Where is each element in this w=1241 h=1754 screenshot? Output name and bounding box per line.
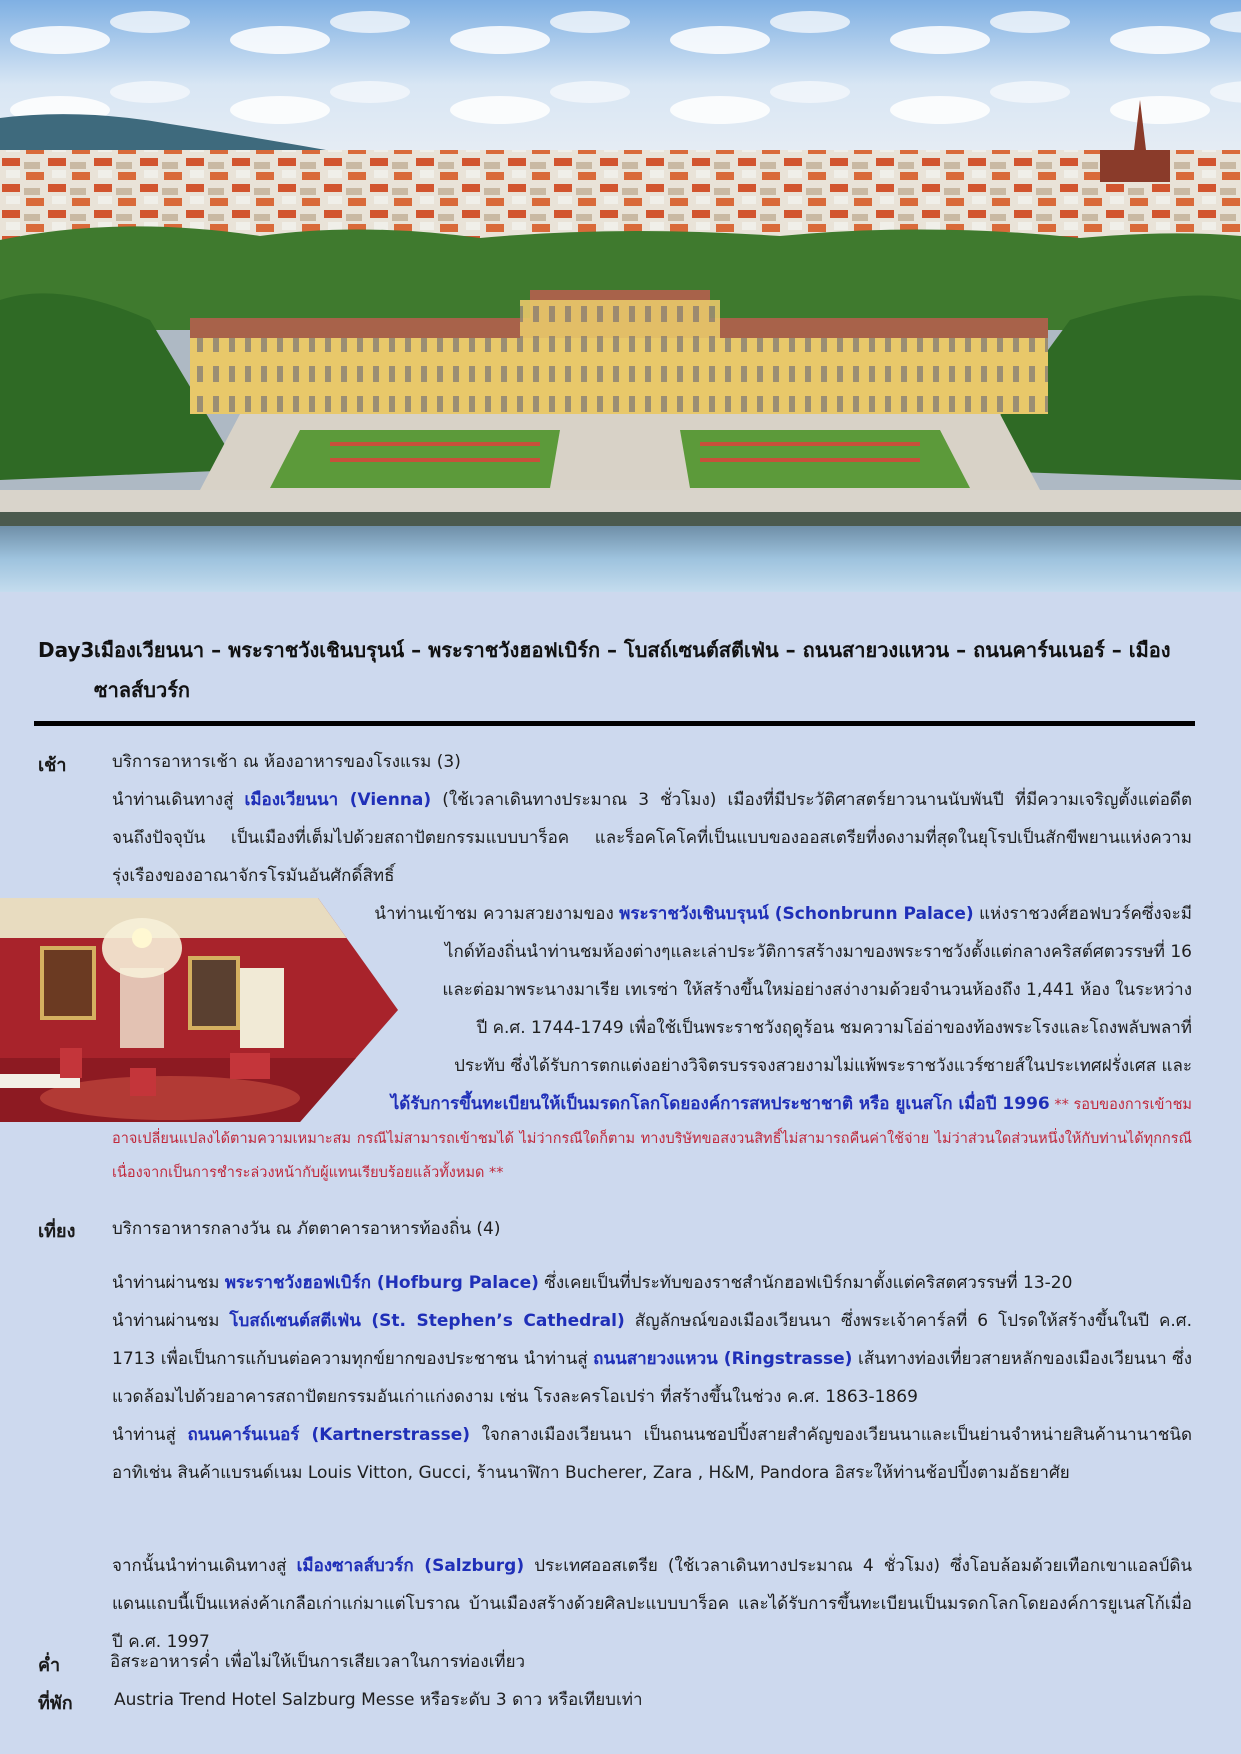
kartner-paragraph xyxy=(112,1416,1192,1492)
salzburg-post: ประเทศออสเตรีย (ใช้เวลาเดินทางประมาณ 4 ชั่วโมง) ซึ่งโอบล้อมด้วยเทือกเขาแอลป์ดินแดนแถบนี้เป็นแหล่งค้าเกลือเก่าแก่มาแต่โบราณ บ้านเมืองสร้างด้วยศิลปะแบบบาร็อค และได้รับการขึ้นทะเบียนเป็นมรดกโลกโดยองค์การยูเนสโก้เมื่อปี ค.ศ. 1997 xyxy=(112,1556,1193,1652)
hotel-text: Austria Trend Hotel Salzburg Messe หรือระดับ 3 ดาว หรือเทียบเท่า xyxy=(114,1690,643,1710)
palace-line-5: ประทับ ซึ่งได้รับการตกแต่งอย่างวิจิตรบรรจงสวยงามไม่แพ้พระราชวังแวร์ซายส์ในประเทศฝรั่งเศส และ xyxy=(454,1056,1192,1076)
vienna-highlight: เมืองเวียนนา (Vienna) xyxy=(244,790,432,810)
schonbrunn-highlight: พระราชวังเชินบรุนน์ (Schonbrunn Palace) xyxy=(619,904,974,924)
palace-line-1-post: แห่งราชวงศ์ฮอฟบวร์คซึ่งจะมี xyxy=(973,904,1192,924)
hofburg-pre: นำท่านผ่านชม xyxy=(112,1273,225,1293)
visit-note-text: อาจเปลี่ยนแปลงได้ตามความเหมาะสม กรณีไม่สามารถเข้าชมได้ ไม่ว่ากรณีใดก็ตาม ทางบริษัทขอสงวนสิทธิ์ไม่สามารถคืนค่าใช้จ่าย ไม่ว่าส่วนใดส่วนหนึ่งให้กับท่านได้ทุกกรณี เนื่องจากเป็นการชำระล่วงหน้ากับผู้แทนเรียบร้อยแล้วทั้งหมด ** xyxy=(112,1131,1192,1181)
palace-line-3: และต่อมาพระนางมาเรีย เทเรซ่า ให้สร้างขึ้นใหม่อย่างสง่างามด้วยจำนวนห้องถึง 1,441 ห้อง ในระหว่าง xyxy=(442,980,1192,1000)
palace-line-1 xyxy=(320,895,1192,933)
hotel-label: ที่พัก xyxy=(38,1693,73,1714)
day-header xyxy=(38,630,1193,710)
hofburg-post: ซึ่งเคยเป็นที่ประทับของราชสำนักฮอฟเบิร์กมาตั้งแต่คริสตศวรรษที่ 13-20 xyxy=(538,1273,1073,1293)
stephen-pre: นำท่านผ่านชม xyxy=(112,1311,230,1331)
day-title: เมืองเวียนนา – พระราชวังเชินบรุนน์ – พระราชวังฮอฟเบิร์ก – โบสถ์เซนต์สตีเฟ่น – ถนนสายวงแหวน – ถนนคาร์นเนอร์ – เมืองซาลส์บวร์ก xyxy=(94,638,1171,702)
ring-post: เส้นทางท่องเที่ยวสายหลักของเมืองเวียนนา ซึ่งแวดล้อมไปด้วยอาคารสถาปัตยกรรมอันเก่าแก่งดงาม เช่น โรงละครโอเปร่า ที่สร้างขึ้นในช่วง ค.ศ. 1863-1869 xyxy=(112,1349,1192,1407)
lunch-text: บริการอาหารกลางวัน ณ ภัตตาคารอาหารท้องถิ่น (4) xyxy=(112,1219,501,1239)
vienna-post: (ใช้เวลาเดินทางประมาณ 3 ชั่วโมง) เมืองที่มีประวัติศาสตร์ยาวนานนับพันปี ที่มีความเจริญตั้งแต่อดีตจนถึงปัจจุบัน เป็นเมืองที่เต็มไปด้วยสถาปัตยกรรมแบบบาร็อค และร็อคโคโคที่เป็นแบบของออสเตรียที่งดงามที่สุดในยุโรปเป็นสักขีพยานแห่งความรุ่งเรืองของอาณาจักรโรมันอันศักดิ์สิทธิ์ xyxy=(112,790,1192,886)
hofburg-paragraph xyxy=(112,1264,1192,1302)
stephen-paragraph xyxy=(112,1302,1192,1416)
salzburg-highlight: เมืองซาลส์บวร์ก (Salzburg) xyxy=(296,1556,525,1576)
day-label: Day3 xyxy=(38,638,95,662)
unesco-highlight: ได้รับการขึ้นทะเบียนให้เป็นมรดกโลกโดยองค์การสหประชาชาติ หรือ ยูเนสโก เมื่อปี 1996 xyxy=(390,1094,1050,1114)
salzburg-pre: จากนั้นนำท่านเดินทางสู่ xyxy=(112,1556,297,1576)
ring-highlight: ถนนสายวงแหวน (Ringstrasse) xyxy=(593,1349,853,1369)
meal-label-noon: เที่ยง xyxy=(38,1221,76,1242)
kartner-post: ใจกลางเมืองเวียนนา เป็นถนนชอปปิ้งสายสำคัญของเวียนนาและเป็นย่านจำหน่ายสินค้านานาชนิด อาทิเช่น สินค้าแบรนด์เนม Louis Vitton, Gucci, ร้านนาฬิกา Bucherer, Zara , H&M, Pandora อิสระให้ท่านช้อปปิ้งตามอัธยาศัย xyxy=(112,1425,1192,1483)
palace-line-6 xyxy=(320,1085,1192,1124)
kartner-pre: นำท่านสู่ xyxy=(112,1425,188,1445)
palace-line-1-pre: นำท่านเข้าชม ความสวยงามของ xyxy=(374,904,620,924)
noon-paragraphs xyxy=(112,1264,1192,1492)
evening-text: อิสระอาหารค่ำ เพื่อไม่ให้เป็นการเสียเวลาในการท่องเที่ยว xyxy=(110,1652,526,1672)
breakfast-text: บริการอาหารเช้า ณ ห้องอาหารของโรงแรม (3) xyxy=(112,752,461,772)
stephen-post: สัญลักษณ์ของเมืองเวียนนา ซึ่งพระเจ้าคาร์ลที่ 6 โปรดให้สร้างขึ้นในปี ค.ศ. 1713 เพื่อเป็นการแก้บนต่อความทุกข์ยากของประชาชน นำท่านสู่ xyxy=(112,1311,1192,1369)
note-start: ** รอบของการเข้าชม xyxy=(1049,1097,1192,1113)
palace-paragraph xyxy=(320,895,1192,1124)
morning-breakfast xyxy=(112,743,1192,895)
header-divider xyxy=(34,721,1195,726)
palace-line-2: ไกด์ท้องถิ่นนำท่านชมห้องต่างๆและเล่าประวัติการสร้างมาของพระราชวังตั้งแต่กลางคริสต์ศตวรรษที่ 16 xyxy=(444,942,1192,962)
vienna-pre: นำท่านเดินทางสู่ xyxy=(112,790,245,810)
kartner-highlight: ถนนคาร์นเนอร์ (Kartnerstrasse) xyxy=(187,1425,471,1445)
palace-line-4: ปี ค.ศ. 1744-1749 เพื่อใช้เป็นพระราชวังฤดูร้อน ชมความโอ่อ่าของท้องพระโรงและโถงพลับพลาที่ xyxy=(476,1018,1192,1038)
meal-label-morning: เช้า xyxy=(38,755,67,776)
vienna-paragraph xyxy=(112,781,1192,895)
visit-note xyxy=(112,1122,1192,1190)
meal-label-evening: ค่ำ xyxy=(38,1655,61,1676)
stephen-highlight: โบสถ์เซนต์สตีเฟ่น (St. Stephen’s Cathedral) xyxy=(229,1311,625,1331)
noon-lunch xyxy=(112,1210,1192,1248)
hero-photo-schonbrunn xyxy=(0,0,1241,592)
hofburg-highlight: พระราชวังฮอฟเบิร์ก (Hofburg Palace) xyxy=(224,1273,539,1293)
